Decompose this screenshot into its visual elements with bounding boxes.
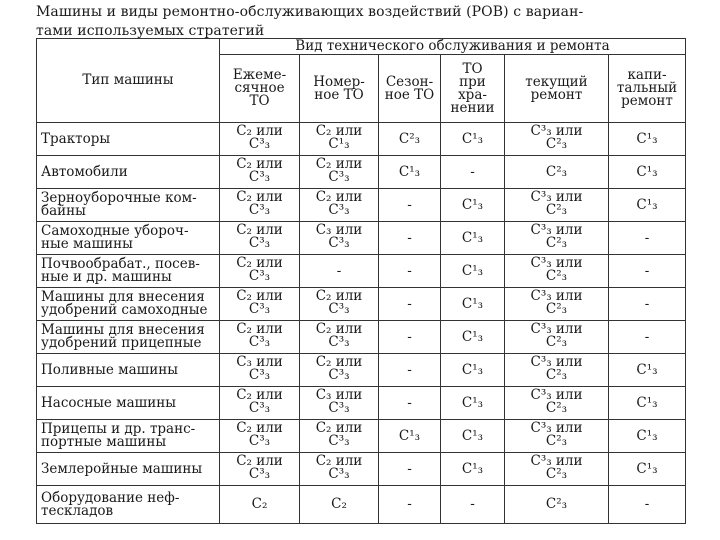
header-line: текущий xyxy=(525,73,588,90)
cell-value: C¹₃ xyxy=(398,427,421,444)
header-line: Сезон- xyxy=(385,73,434,90)
machine-name-line: Оборудование неф- xyxy=(41,489,180,506)
header-group: Вид технического обслуживания и ремонта xyxy=(220,39,686,55)
cell-value: C³₃ xyxy=(328,466,350,482)
cell-capital-repair xyxy=(609,387,686,420)
cell-value: C²₃ xyxy=(545,136,568,152)
cell-value: C³₃ xyxy=(248,334,271,350)
header-current-repair xyxy=(505,55,609,123)
header-line: ное ТО xyxy=(314,86,364,103)
cell-value: C³₃ xyxy=(328,400,350,416)
cell-value: - xyxy=(470,163,475,180)
cell-capital-repair xyxy=(609,420,686,453)
cell-value: C²₃ xyxy=(545,202,568,218)
machine-name-line: портные машины xyxy=(41,434,167,450)
cell-capital-repair xyxy=(609,222,686,255)
header-line: ремонт xyxy=(621,93,673,109)
cell-value: C¹₃ xyxy=(461,295,484,312)
header-line: нении xyxy=(450,99,495,116)
header-monthly xyxy=(220,55,300,123)
cell-value: C³₃ xyxy=(248,235,271,251)
machine-name-line: ные и др. машины xyxy=(41,269,172,285)
cell-current-repair xyxy=(505,156,609,189)
cell-value: C³₃ xyxy=(248,433,271,449)
table-row xyxy=(37,123,686,156)
cell-value: C³₃ или xyxy=(530,354,583,370)
cell-value: C¹₃ xyxy=(461,196,484,213)
table-row xyxy=(37,156,686,189)
cell-value: C³₃ или xyxy=(530,288,583,304)
machine-name-line: Машины для внесения xyxy=(41,322,205,338)
cell-current-repair xyxy=(505,222,609,255)
cell-seasonal xyxy=(379,255,441,288)
machine-name xyxy=(37,255,220,288)
cell-value: - xyxy=(407,295,412,312)
cell-seasonal xyxy=(379,321,441,354)
table-row xyxy=(37,321,686,354)
cell-value: C₂ или xyxy=(236,288,283,304)
cell-capital-repair xyxy=(609,189,686,222)
cell-value: - xyxy=(407,394,412,411)
machine-name xyxy=(37,123,220,156)
cell-capital-repair xyxy=(609,288,686,321)
cell-value: - xyxy=(644,328,650,345)
machine-name-line: Тракторы xyxy=(41,130,111,147)
table-row xyxy=(37,453,686,486)
cell-value: C¹₃ xyxy=(461,427,484,444)
cell-current-repair xyxy=(505,453,609,486)
cell-value: C₂ или xyxy=(236,420,283,436)
cell-value: C₂ xyxy=(331,496,347,512)
cell-value: C³₃ или xyxy=(530,255,583,271)
cell-value: C²₃ xyxy=(545,466,568,482)
cell-value: C³₃ xyxy=(328,334,350,350)
machine-name-line: Зерноуборочные ком- xyxy=(41,190,197,206)
machine-name xyxy=(37,321,220,354)
cell-value: C¹₃ xyxy=(328,136,350,152)
cell-value: C₂ или xyxy=(236,222,283,238)
machine-name xyxy=(37,354,220,387)
cell-value: - xyxy=(644,295,650,312)
cell-value: C₂ или xyxy=(315,123,363,139)
cell-value: C₂ или xyxy=(315,453,363,469)
cell-value: C₃ или xyxy=(315,387,363,403)
cell-monthly xyxy=(220,453,300,486)
cell-current-repair xyxy=(505,123,609,156)
cell-value: C₂ или xyxy=(315,189,363,205)
cell-current-repair xyxy=(505,354,609,387)
header-seasonal xyxy=(379,55,441,123)
cell-value: C¹₃ xyxy=(636,394,658,411)
cell-capital-repair xyxy=(609,453,686,486)
header-line: ТО xyxy=(462,60,483,77)
cell-storage xyxy=(441,420,505,453)
cell-seasonal xyxy=(379,453,441,486)
cell-value: C³₃ xyxy=(328,433,350,449)
cell-value: C²₃ xyxy=(545,334,568,350)
cell-value: C¹₃ xyxy=(398,163,421,180)
machine-name xyxy=(37,453,220,486)
cell-numbered xyxy=(300,255,379,288)
table-row xyxy=(37,387,686,420)
cell-value: C¹₃ xyxy=(636,460,658,477)
cell-storage xyxy=(441,123,505,156)
cell-value: C³₃ или xyxy=(530,420,583,436)
cell-value: - xyxy=(336,262,342,279)
header-line: Номер- xyxy=(313,73,365,90)
cell-storage xyxy=(441,387,505,420)
cell-value: C₂ или xyxy=(236,453,283,469)
header-line: капи- xyxy=(627,67,667,83)
cell-capital-repair xyxy=(609,321,686,354)
cell-value: C³₃ xyxy=(328,301,350,317)
cell-value: - xyxy=(644,262,650,279)
cell-storage xyxy=(441,354,505,387)
machine-name xyxy=(37,189,220,222)
cell-value: C³₃ xyxy=(328,169,350,185)
table-row xyxy=(37,420,686,453)
cell-value: C²₃ xyxy=(545,400,568,416)
cell-value: C¹₃ xyxy=(461,361,484,378)
cell-capital-repair xyxy=(609,486,686,524)
table-row xyxy=(37,255,686,288)
machine-name-line: Машины для внесения xyxy=(41,289,205,305)
cell-value: C³₃ xyxy=(248,301,271,317)
cell-monthly xyxy=(220,288,300,321)
cell-value: - xyxy=(407,229,412,246)
cell-value: - xyxy=(644,496,650,512)
cell-value: - xyxy=(407,262,412,279)
cell-storage xyxy=(441,321,505,354)
cell-monthly xyxy=(220,189,300,222)
cell-monthly xyxy=(220,123,300,156)
cell-value: C₂ или xyxy=(236,156,283,172)
machine-name-line: Почвообрабат., посев- xyxy=(41,256,200,272)
cell-capital-repair xyxy=(609,123,686,156)
cell-seasonal xyxy=(379,123,441,156)
machine-name-line: удобрений самоходные xyxy=(41,302,208,318)
cell-current-repair xyxy=(505,189,609,222)
cell-monthly xyxy=(220,420,300,453)
cell-value: C³₃ xyxy=(248,367,271,383)
machine-name-line: байны xyxy=(41,203,86,219)
cell-value: C³₃ или xyxy=(530,387,583,403)
machine-name-line: ные машины xyxy=(41,236,133,252)
cell-value: C¹₃ xyxy=(461,328,484,345)
header-line: ТО xyxy=(249,93,270,109)
cell-monthly xyxy=(220,156,300,189)
cell-numbered xyxy=(300,453,379,486)
cell-value: C¹₃ xyxy=(636,427,658,444)
cell-numbered xyxy=(300,387,379,420)
cell-value: C₂ или xyxy=(236,123,283,139)
cell-monthly xyxy=(220,486,300,524)
cell-seasonal xyxy=(379,387,441,420)
header-numbered xyxy=(300,55,379,123)
cell-value: C₂ или xyxy=(315,321,363,337)
rov-table xyxy=(36,38,686,524)
cell-numbered xyxy=(300,156,379,189)
cell-value: C₂ xyxy=(251,496,268,512)
header-line: хра- xyxy=(458,86,487,103)
cell-seasonal xyxy=(379,288,441,321)
cell-value: C¹₃ xyxy=(636,163,658,180)
cell-value: C¹₃ xyxy=(461,460,484,477)
cell-value: C²₃ xyxy=(545,367,568,383)
cell-current-repair xyxy=(505,255,609,288)
table-row xyxy=(37,222,686,255)
header-capital-repair xyxy=(609,55,686,123)
cell-value: - xyxy=(644,229,650,246)
cell-value: C₃ или xyxy=(315,222,363,238)
header-line: Ежеме- xyxy=(232,67,287,83)
cell-seasonal xyxy=(379,222,441,255)
cell-numbered xyxy=(300,189,379,222)
cell-seasonal xyxy=(379,189,441,222)
cell-value: C₂ или xyxy=(315,354,363,370)
cell-value: - xyxy=(407,328,412,345)
machine-name-line: Прицепы и др. транс- xyxy=(41,421,196,437)
machine-name xyxy=(37,156,220,189)
cell-numbered xyxy=(300,288,379,321)
cell-seasonal xyxy=(379,420,441,453)
machine-name xyxy=(37,387,220,420)
cell-value: C³₃ xyxy=(248,466,271,482)
table-caption xyxy=(36,3,686,41)
machine-name-line: Землеройные машины xyxy=(41,460,203,477)
cell-value: C₂ или xyxy=(315,156,363,172)
header-line: при xyxy=(459,73,486,90)
cell-seasonal xyxy=(379,486,441,524)
machine-name-line: удобрений прицепные xyxy=(41,335,202,351)
cell-value: C³₃ xyxy=(248,268,271,284)
cell-value: C¹₃ xyxy=(461,262,484,279)
caption-line-2: тами используемых стратегий xyxy=(36,23,265,39)
caption-line-1: Машины и виды ремонтно-обслуживающих воздействий (РОВ) с вариан- xyxy=(36,4,584,20)
cell-value: - xyxy=(407,196,412,213)
cell-storage xyxy=(441,288,505,321)
machine-name xyxy=(37,288,220,321)
cell-numbered xyxy=(300,222,379,255)
cell-numbered xyxy=(300,420,379,453)
machine-name xyxy=(37,486,220,524)
cell-value: C¹₃ xyxy=(461,229,484,246)
header-machine-type: Тип машины xyxy=(37,39,220,123)
machine-name xyxy=(37,420,220,453)
cell-value: C³₃ xyxy=(248,400,271,416)
machine-name-line: Насосные машины xyxy=(41,394,176,411)
cell-value: C¹₃ xyxy=(636,130,658,147)
header-line: ное ТО xyxy=(384,86,435,103)
header-line: ремонт xyxy=(530,86,583,103)
cell-value: C²₃ xyxy=(545,163,568,180)
cell-value: C³₃ xyxy=(328,202,350,218)
cell-value: C²₃ xyxy=(545,433,568,449)
cell-current-repair xyxy=(505,420,609,453)
header-storage xyxy=(441,55,505,123)
cell-value: C²₃ xyxy=(545,301,568,317)
cell-seasonal xyxy=(379,156,441,189)
cell-value: C²₃ xyxy=(545,235,568,251)
cell-storage xyxy=(441,156,505,189)
header-line: сячное xyxy=(234,80,285,96)
table-row xyxy=(37,354,686,387)
cell-value: C₃ или xyxy=(236,354,283,370)
machine-name-line: Самоходные убороч- xyxy=(41,223,189,239)
cell-capital-repair xyxy=(609,255,686,288)
machine-name-line: тескладов xyxy=(41,502,114,519)
cell-value: C³₃ или xyxy=(530,123,583,139)
cell-monthly xyxy=(220,222,300,255)
cell-value: - xyxy=(470,496,475,512)
cell-value: - xyxy=(407,361,412,378)
cell-value: C³₃ xyxy=(328,235,350,251)
cell-capital-repair xyxy=(609,354,686,387)
cell-storage xyxy=(441,453,505,486)
machine-name-line: Поливные машины xyxy=(41,361,178,378)
cell-numbered xyxy=(300,354,379,387)
cell-numbered xyxy=(300,486,379,524)
cell-value: C³₃ или xyxy=(530,453,583,469)
cell-value: C₂ или xyxy=(315,288,363,304)
machine-name-line: Автомобили xyxy=(41,163,128,180)
cell-value: C₂ или xyxy=(236,321,283,337)
cell-value: C³₃ или xyxy=(530,321,583,337)
cell-value: - xyxy=(407,496,412,512)
cell-current-repair xyxy=(505,321,609,354)
cell-current-repair xyxy=(505,288,609,321)
cell-value: C₂ или xyxy=(236,387,283,403)
cell-value: C₂ или xyxy=(236,255,283,271)
cell-storage xyxy=(441,486,505,524)
cell-value: C³₃ xyxy=(248,202,271,218)
table-row xyxy=(37,486,686,524)
cell-monthly xyxy=(220,255,300,288)
cell-value: C¹₃ xyxy=(461,130,484,147)
cell-storage xyxy=(441,189,505,222)
cell-value: C¹₃ xyxy=(461,394,484,411)
cell-value: - xyxy=(407,460,412,477)
cell-capital-repair xyxy=(609,156,686,189)
header-line: тальный xyxy=(616,80,678,96)
cell-current-repair xyxy=(505,486,609,524)
cell-value: C¹₃ xyxy=(636,196,658,213)
cell-value: C³₃ xyxy=(328,367,350,383)
table-row xyxy=(37,288,686,321)
cell-value: C¹₃ xyxy=(636,361,658,378)
cell-seasonal xyxy=(379,354,441,387)
cell-numbered xyxy=(300,123,379,156)
cell-value: C²₃ xyxy=(398,130,421,147)
cell-value: C³₃ xyxy=(248,136,271,152)
cell-value: C₂ или xyxy=(236,189,283,205)
cell-value: C₂ или xyxy=(315,420,363,436)
cell-monthly xyxy=(220,354,300,387)
cell-storage xyxy=(441,255,505,288)
table-row xyxy=(37,189,686,222)
cell-current-repair xyxy=(505,387,609,420)
cell-storage xyxy=(441,222,505,255)
cell-value: C³₃ или xyxy=(530,222,583,238)
cell-value: C³₃ или xyxy=(530,189,583,205)
machine-name xyxy=(37,222,220,255)
cell-numbered xyxy=(300,321,379,354)
cell-value: C²₃ xyxy=(545,268,568,284)
cell-monthly xyxy=(220,321,300,354)
cell-value: C²₃ xyxy=(545,496,568,512)
cell-monthly xyxy=(220,387,300,420)
cell-value: C³₃ xyxy=(248,169,271,185)
